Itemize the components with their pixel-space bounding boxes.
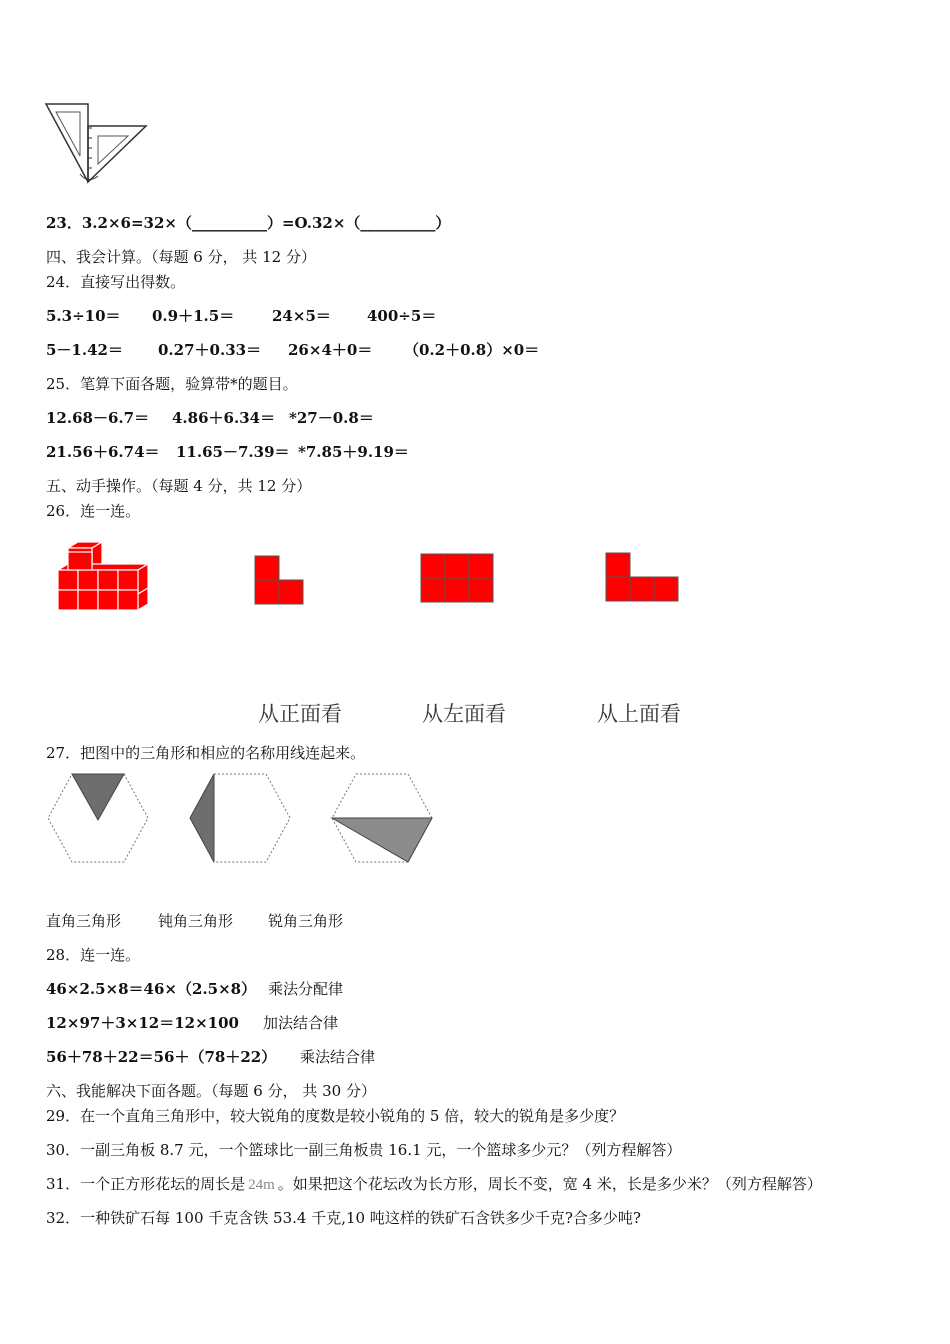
q28-law-1: 乘法分配律 bbox=[268, 980, 344, 998]
triangle-name-acute: 锐角三角形 bbox=[268, 912, 344, 930]
q25-item-6: *7.85＋9.19＝ bbox=[298, 443, 409, 461]
view-shape-1 bbox=[254, 555, 306, 607]
triangle-name-obtuse: 钝角三角形 bbox=[158, 912, 234, 930]
question-32: 32．一种铁矿石每 100 千克含铁 53.4 千克,10 吨这样的铁矿石含铁多少千克?合多少吨? bbox=[46, 1209, 641, 1227]
q24-item-6: 0.27＋0.33＝ bbox=[158, 341, 262, 359]
q25-item-3: *27－0.8＝ bbox=[289, 409, 374, 427]
section-4-heading: 四、我会计算。（每题 6 分， 共 12 分） bbox=[46, 248, 316, 266]
caption-top-view: 从上面看 bbox=[597, 702, 681, 726]
hexagon-figure-2 bbox=[186, 772, 294, 864]
q28-expression-2: 12×97＋3×12＝12×100 bbox=[46, 1014, 239, 1032]
q31-text-before: 31．一个正方形花坛的周长是 bbox=[46, 1175, 246, 1193]
q24-item-7: 26×4＋0＝ bbox=[288, 341, 373, 359]
question-29: 29．在一个直角三角形中，较大锐角的度数是较小锐角的 5 倍，较大的锐角是多少度？ bbox=[46, 1107, 625, 1125]
q24-item-4: 400÷5＝ bbox=[367, 307, 437, 325]
q31-text-after: 。如果把这个花坛改为长方形，周长不变，宽 4 米，长是多少米？（列方程解答） bbox=[277, 1175, 822, 1193]
hexagon-figure-1 bbox=[44, 772, 152, 864]
triangle-name-right: 直角三角形 bbox=[46, 912, 122, 930]
view-shape-3 bbox=[605, 552, 681, 606]
question-27-title: 27．把图中的三角形和相应的名称用线连起来。 bbox=[46, 744, 366, 762]
q28-expression-3: 56＋78＋22＝56＋（78＋22） bbox=[46, 1048, 277, 1066]
question-28-title: 28．连一连。 bbox=[46, 946, 141, 964]
q24-item-3: 24×5＝ bbox=[272, 307, 331, 325]
question-25-title: 25．笔算下面各题，验算带*的题目。 bbox=[46, 375, 298, 393]
hexagon-figure-3 bbox=[328, 772, 436, 864]
triangle-rulers-illustration bbox=[40, 98, 152, 188]
q28-law-3: 乘法结合律 bbox=[300, 1048, 376, 1066]
question-26-title: 26．连一连。 bbox=[46, 502, 141, 520]
q24-item-8: （0.2＋0.8）×0＝ bbox=[404, 341, 540, 359]
question-30: 30．一副三角板 8.7 元，一个篮球比一副三角板贵 16.1 元，一个篮球多少元？（列方程解答） bbox=[46, 1141, 682, 1159]
q28-expression-1: 46×2.5×8＝46×（2.5×8） bbox=[46, 980, 257, 998]
view-shape-2 bbox=[420, 553, 496, 607]
q24-item-2: 0.9＋1.5＝ bbox=[152, 307, 235, 325]
q25-item-1: 12.68－6.7＝ bbox=[46, 409, 150, 427]
caption-left-view: 从左面看 bbox=[422, 702, 506, 726]
question-31 bbox=[46, 1173, 822, 1194]
section-5-heading: 五、动手操作。（每题 4 分，共 12 分） bbox=[46, 477, 312, 495]
cube-solid-figure bbox=[52, 540, 152, 614]
q25-item-5: 11.65－7.39＝ bbox=[176, 443, 290, 461]
q28-law-2: 加法结合律 bbox=[263, 1014, 339, 1032]
caption-front-view: 从正面看 bbox=[258, 702, 342, 726]
q24-item-5: 5－1.42＝ bbox=[46, 341, 123, 359]
question-23: 23．3.2×6=32×（__________）=O.32×（__________） bbox=[46, 214, 451, 232]
q25-item-4: 21.56＋6.74＝ bbox=[46, 443, 160, 461]
question-24-title: 24．直接写出得数。 bbox=[46, 273, 186, 291]
q31-perimeter-value: 24m bbox=[248, 1177, 275, 1193]
section-6-heading: 六、我能解决下面各题。（每题 6 分， 共 30 分） bbox=[46, 1082, 376, 1100]
q24-item-1: 5.3÷10＝ bbox=[46, 307, 121, 325]
q25-item-2: 4.86＋6.34＝ bbox=[172, 409, 276, 427]
